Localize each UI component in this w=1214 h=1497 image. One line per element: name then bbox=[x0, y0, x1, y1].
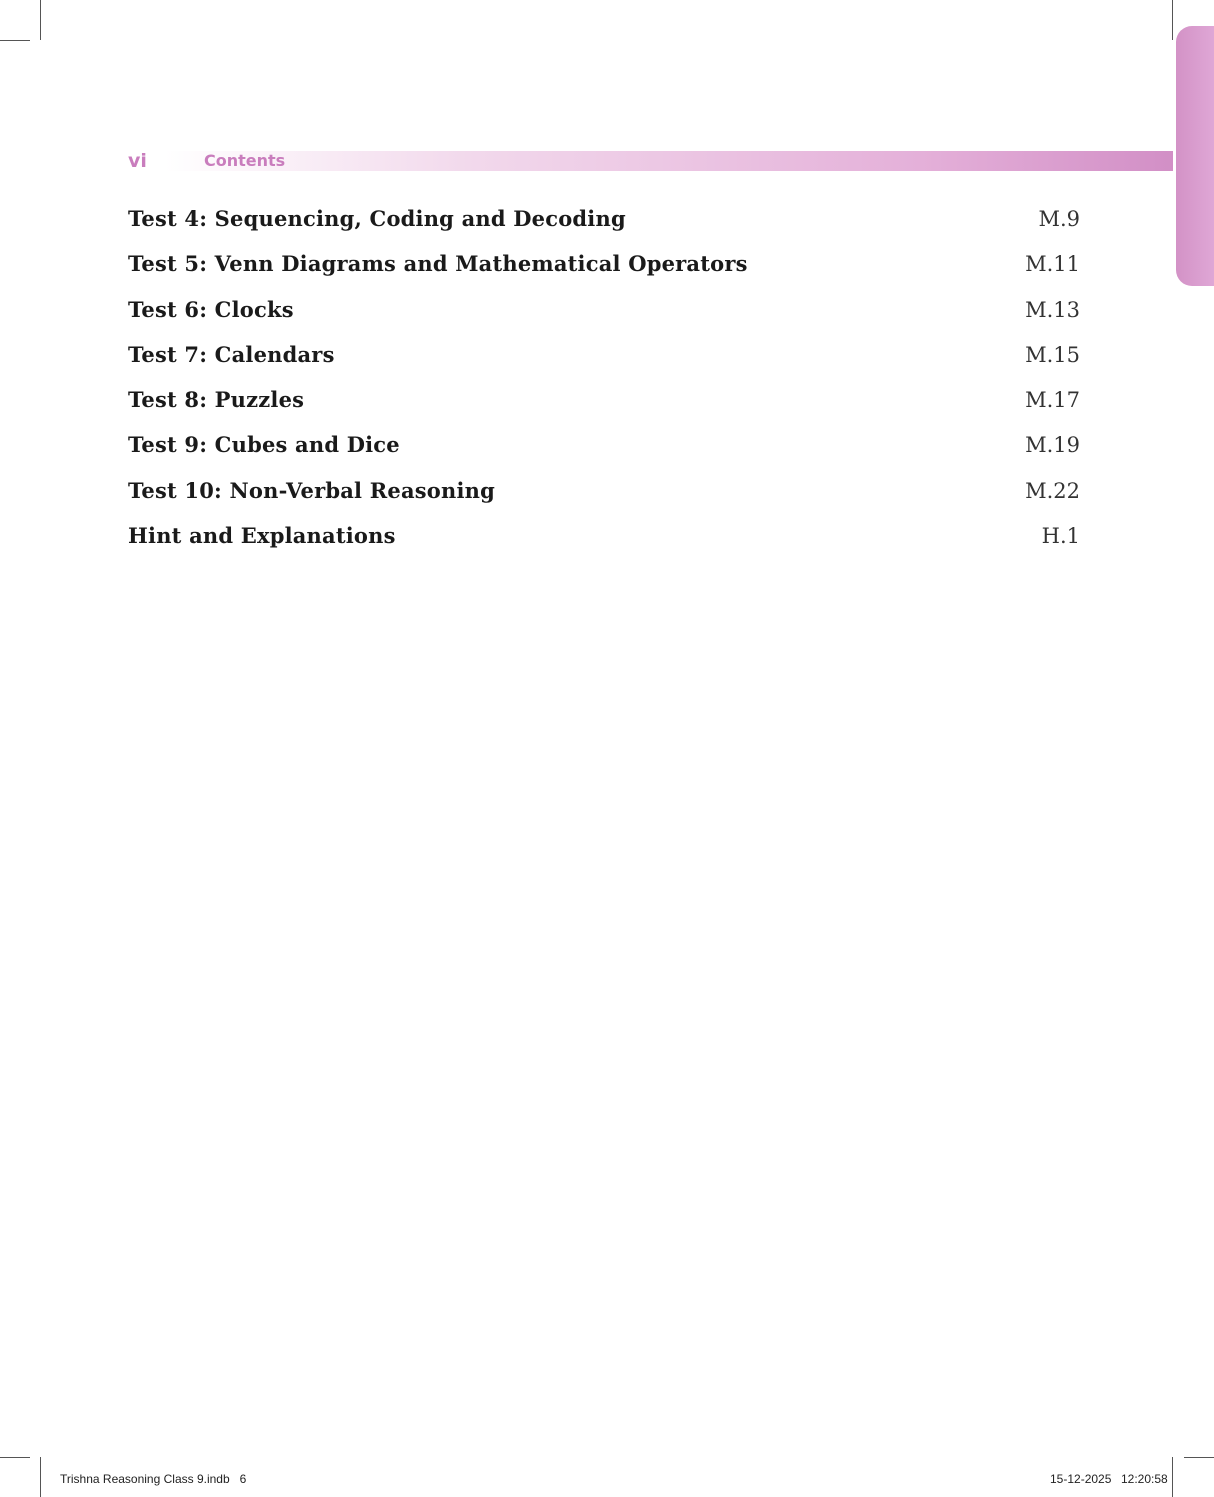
toc-entry-title: Test 9: Cubes and Dice bbox=[128, 432, 400, 458]
toc-row[interactable] bbox=[128, 293, 1080, 338]
section-title: Contents bbox=[204, 151, 286, 170]
footer-file-info: Trishna Reasoning Class 9.indb 6 bbox=[60, 1472, 247, 1486]
toc-entry-page: M.17 bbox=[1025, 388, 1080, 413]
toc-entry-title: Test 4: Sequencing, Coding and Decoding bbox=[128, 206, 626, 231]
toc-entry-title: Test 5: Venn Diagrams and Mathematical Operators bbox=[128, 251, 748, 277]
toc-row[interactable] bbox=[128, 428, 1080, 473]
toc-row[interactable] bbox=[128, 202, 1080, 247]
toc-row[interactable] bbox=[128, 383, 1080, 428]
toc-entry-page: M.13 bbox=[1025, 297, 1080, 322]
toc-entry-title: Test 8: Puzzles bbox=[128, 387, 305, 413]
toc-entry-page: M.9 bbox=[1038, 207, 1080, 231]
thumb-tab bbox=[1176, 26, 1214, 286]
toc-entry-page: M.15 bbox=[1025, 342, 1080, 367]
toc-row[interactable] bbox=[128, 519, 1080, 564]
crop-mark bbox=[0, 40, 30, 41]
crop-mark bbox=[1184, 1457, 1214, 1458]
crop-mark bbox=[40, 1457, 41, 1497]
table-of-contents bbox=[128, 202, 1080, 564]
toc-row[interactable] bbox=[128, 474, 1080, 519]
toc-entry-page: M.19 bbox=[1025, 433, 1080, 458]
crop-mark bbox=[1172, 1457, 1173, 1497]
crop-mark bbox=[1172, 0, 1173, 40]
crop-mark bbox=[0, 1457, 30, 1458]
toc-entry-title: Test 6: Clocks bbox=[128, 296, 294, 322]
toc-row[interactable] bbox=[128, 338, 1080, 383]
toc-entry-page: H.1 bbox=[1041, 524, 1080, 549]
footer-time: 12:20:58 bbox=[1121, 1472, 1168, 1486]
header-band bbox=[165, 151, 1173, 171]
crop-mark bbox=[40, 0, 41, 40]
toc-entry-page: M.22 bbox=[1025, 478, 1080, 503]
toc-entry-title: Hint and Explanations bbox=[128, 523, 396, 549]
toc-entry-page: M.11 bbox=[1025, 252, 1080, 277]
toc-entry-title: Test 7: Calendars bbox=[128, 341, 335, 367]
toc-entry-title: Test 10: Non-Verbal Reasoning bbox=[128, 477, 495, 503]
toc-row[interactable] bbox=[128, 247, 1080, 292]
page-number: vi bbox=[128, 150, 147, 172]
footer-date: 15-12-2025 bbox=[1050, 1472, 1112, 1486]
